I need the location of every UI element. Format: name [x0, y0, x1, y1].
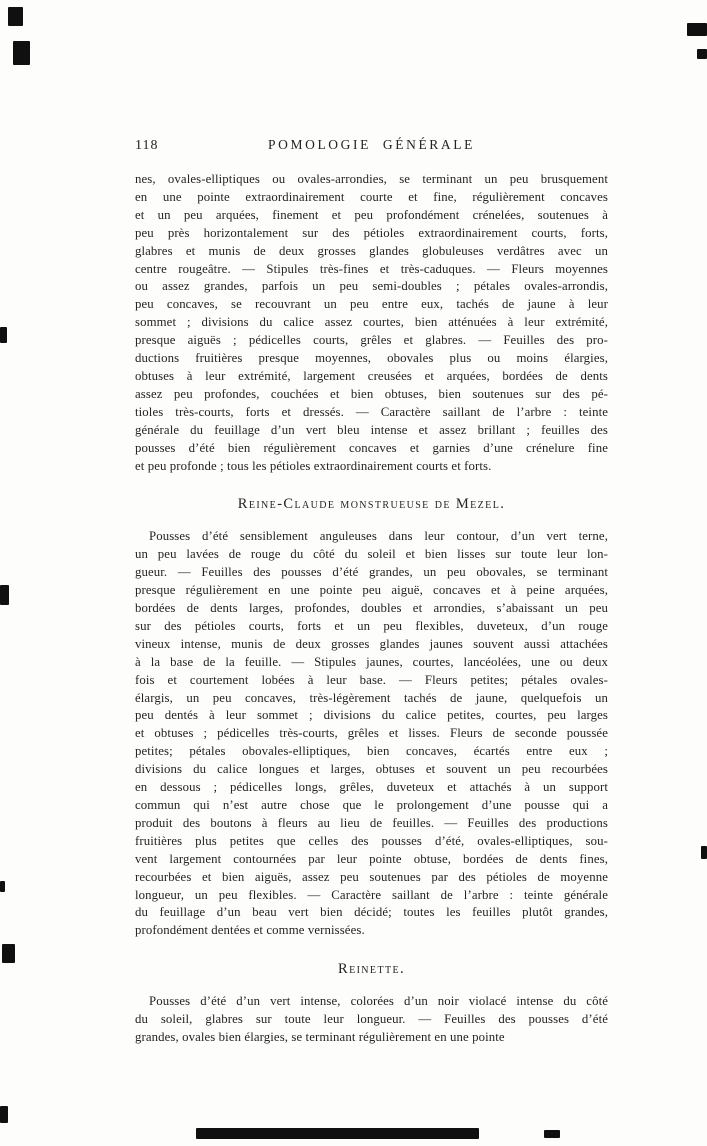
- scan-artifact: [0, 585, 9, 605]
- text-line: ou assez grandes, parfois un peu semi-doubles ; pétales ovales-arrondis,: [135, 279, 608, 294]
- text-line: fois et courtement lobées à leur base. — Fleurs petites; pétales ovales-: [135, 672, 608, 687]
- text-line: en une pointe extraordinairement courte et fine, régulièrement concaves: [135, 189, 608, 204]
- text-line: longueur, un peu flexibles. — Caractère saillant de l’arbre : teinte générale: [135, 887, 608, 902]
- text-line: un peu lavées de rouge du côté du soleil et bien lisses sur toute leur lon-: [135, 547, 608, 562]
- scan-artifact: [0, 327, 7, 343]
- text-line: et peu profonde ; tous les pétioles extraordinairement courts et forts.: [135, 458, 492, 473]
- text-line: commun qui n’est autre chose que le prolongement d’une pousse qui a: [135, 798, 608, 812]
- text-line: assez peu profondes, couchées et bien obtuses, bien soutenues sur des pé-: [135, 386, 608, 401]
- text-line: en dessous ; pédicelles longs, grêles, duveteux et attachés à un support: [135, 780, 608, 795]
- scan-artifact: [544, 1130, 560, 1138]
- scan-artifact: [697, 49, 707, 59]
- text-line: bordées de dents larges, profondes, doubles et arrondies, s’abaissant un peu: [135, 601, 608, 616]
- text-line: élargis, un peu concaves, très-légèrement tachés de jaune, quelquefois un: [135, 690, 608, 705]
- text-line: obtuses à leur extrémité, largement creusées et arquées, bordées de dents: [135, 368, 608, 383]
- text-line: grandes, ovales bien élargies, se terminant régulièrement en une pointe: [135, 1030, 505, 1045]
- scan-artifact: [13, 41, 30, 65]
- text-line: presque aiguës ; pédicelles courts, grêles et glabres. — Feuilles des pro-: [135, 333, 608, 348]
- text-line: produit des boutons à fleurs au lieu de feuilles. — Feuilles des productions: [135, 815, 608, 830]
- running-title: POMOLOGIE GÉNÉRALE: [268, 137, 475, 152]
- text-line: pousses d’été bien régulièrement concaves et garnies d’une crénelure fine: [135, 440, 608, 455]
- text-line: du soleil, glabres sur toute leur longueur. — Feuilles des pousses d’été: [135, 1012, 608, 1027]
- text-line: à la base de la feuille. — Stipules jaunes, courtes, lancéolées, une ou deux: [135, 654, 608, 669]
- scan-artifact: [0, 881, 5, 892]
- text-line: et obtuses ; pédicelles très-courts, grêles et lisses. Fleurs de seconde poussée: [135, 726, 608, 741]
- text-line: nes, ovales-elliptiques ou ovales-arrondies, se terminant un peu brusquement: [135, 172, 608, 186]
- text-line: et un peu arquées, finement et peu profondément crénelées, soutenues à: [135, 207, 608, 222]
- text-line: petites; pétales obovales-elliptiques, bien concaves, écartés entre eux ;: [135, 744, 608, 759]
- text-line: ductions fruitières presque moyennes, obovales plus ou moins élargies,: [135, 351, 608, 366]
- section-heading: Reine-Claude monstrueuse de Mezel.: [237, 496, 506, 513]
- paragraph: [135, 171, 608, 475]
- text-line: divisions du calice longues et larges, obtuses et souvent un peu recourbées: [135, 762, 608, 777]
- text-line: peu concaves, se recouvrant un peu entre eux, tachés de jaune à leur: [135, 297, 608, 312]
- scan-artifact: [8, 7, 23, 26]
- scan-artifact: [701, 846, 707, 859]
- text-line: peu près horizontalement sur des pétioles extraordinairement courts, forts,: [135, 225, 608, 240]
- page-header: [135, 137, 608, 155]
- text-line: sur des pétioles courts, forts et un peu flexibles, duveteux, d’un rouge: [135, 618, 608, 633]
- paragraph: [135, 993, 608, 1047]
- text-line: profondément dentées et comme vernissées.: [135, 923, 365, 938]
- text-line: Pousses d’été sensiblement anguleuses dans leur contour, d’un vert terne,: [149, 529, 608, 544]
- text-line: sommet ; divisions du calice assez courtes, bien atténuées à leur extrémité,: [135, 315, 608, 330]
- text-line: vineux intense, munis de deux grosses glandes jaunes souvent aussi attachées: [135, 636, 608, 651]
- text-line: centre rougeâtre. — Stipules très-fines et très-caduques. — Fleurs moyennes: [135, 261, 608, 276]
- paragraph: [135, 528, 608, 940]
- text-line: tioles très-courts, forts et dressés. — Caractère saillant de l’arbre : teinte: [135, 404, 608, 419]
- text-line: fruitières plus petites que celles des pousses d’été, ovales-elliptiques, sou-: [135, 833, 608, 848]
- text-line: du feuillage d’un beau vert bien décidé; toutes les feuilles plutôt grandes,: [135, 905, 608, 920]
- text-line: gueur. — Feuilles des pousses d’été grandes, un peu obovales, se terminant: [135, 565, 608, 580]
- page-body: [135, 171, 608, 1047]
- scan-artifact: [196, 1128, 479, 1139]
- text-line: Pousses d’été d’un vert intense, colorées d’un noir violacé intense du côté: [149, 994, 608, 1009]
- text-column: [135, 137, 608, 1047]
- section-heading: Reinette.: [338, 961, 405, 978]
- scan-artifact: [0, 1106, 8, 1123]
- text-line: glabres et munis de deux grosses glandes globuleuses verdâtres avec un: [135, 243, 608, 258]
- scan-artifact: [2, 944, 15, 963]
- text-line: recourbées et bien aiguës, assez peu soutenues par des pétioles de moyenne: [135, 869, 608, 884]
- scan-artifact: [687, 23, 707, 36]
- text-line: presque régulièrement en une pointe peu aiguë, concaves et à peine arquées,: [135, 583, 608, 598]
- text-line: peu dentés à leur sommet ; divisions du calice petites, courtes, peu larges: [135, 708, 608, 723]
- text-line: générale du feuillage d’un vert bleu intense et assez brillant ; feuilles des: [135, 422, 608, 437]
- text-line: vent largement contournées par leur pointe obtuse, bordées de dents fines,: [135, 851, 608, 866]
- page-number: 118: [135, 138, 159, 153]
